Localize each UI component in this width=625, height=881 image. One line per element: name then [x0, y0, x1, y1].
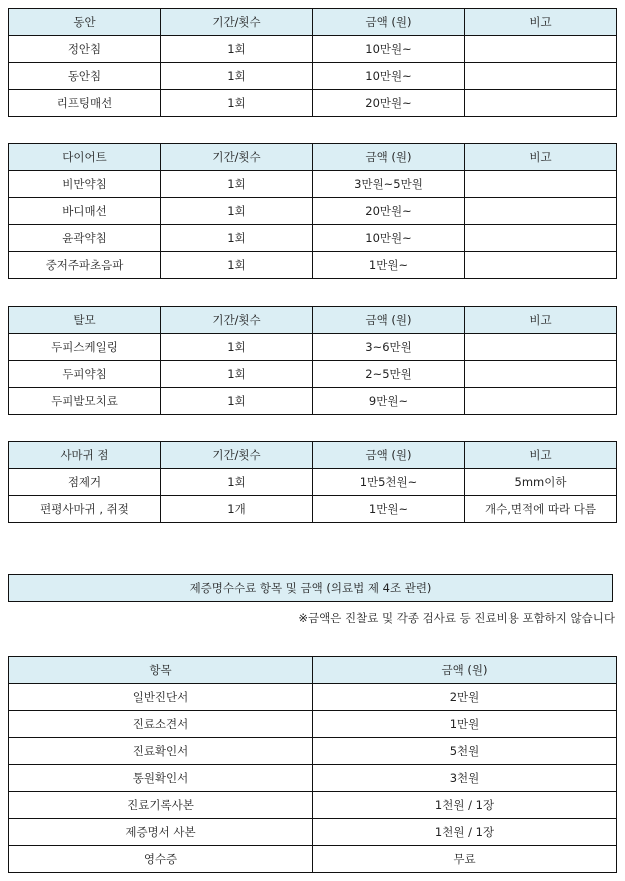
cell-item: 중저주파초음파	[9, 252, 161, 279]
cell-period: 1개	[161, 496, 313, 523]
table-header-row	[9, 307, 617, 334]
fee-table-antiaging	[8, 8, 617, 117]
table-row	[9, 252, 617, 279]
cell-period: 1회	[161, 388, 313, 415]
fee-note: ※금액은 진찰료 및 각종 검사료 등 진료비용 포함하지 않습니다	[298, 611, 615, 625]
fee-table-hairloss	[8, 306, 617, 415]
cell-item: 편평사마귀 , 쥐젖	[9, 496, 161, 523]
table-row	[9, 846, 617, 873]
cell-period: 1회	[161, 198, 313, 225]
header-period: 기간/횟수	[161, 442, 313, 469]
cell-item: 비만약침	[9, 171, 161, 198]
table-row	[9, 198, 617, 225]
header-category: 다이어트	[9, 144, 161, 171]
cell-remarks	[465, 252, 617, 279]
table-row	[9, 63, 617, 90]
cell-item: 윤곽약침	[9, 225, 161, 252]
certificate-fee-banner: 제증명수수료 항목 및 금액 (의료법 제 4조 관련)	[8, 574, 613, 602]
cell-amount: 20만원~	[313, 90, 465, 117]
header-amount: 금액 (원)	[313, 657, 617, 684]
cell-item: 진료소견서	[9, 711, 313, 738]
cell-item: 두피발모치료	[9, 388, 161, 415]
cell-amount: 10만원~	[313, 36, 465, 63]
cell-amount: 10만원~	[313, 225, 465, 252]
header-remarks: 비고	[465, 9, 617, 36]
table-header-row	[9, 9, 617, 36]
cell-remarks: 5mm이하	[465, 469, 617, 496]
fee-table-diet	[8, 143, 617, 279]
cell-amount: 3만원~5만원	[313, 171, 465, 198]
cell-amount: 무료	[313, 846, 617, 873]
cell-amount: 1천원 / 1장	[313, 792, 617, 819]
cell-item: 제증명서 사본	[9, 819, 313, 846]
table-row	[9, 334, 617, 361]
table-row	[9, 496, 617, 523]
cell-amount: 10만원~	[313, 63, 465, 90]
cell-period: 1회	[161, 36, 313, 63]
cell-period: 1회	[161, 252, 313, 279]
cell-remarks	[465, 225, 617, 252]
table-row	[9, 361, 617, 388]
table-row	[9, 711, 617, 738]
table-row	[9, 792, 617, 819]
cell-remarks	[465, 334, 617, 361]
cell-period: 1회	[161, 361, 313, 388]
table-header-row	[9, 657, 617, 684]
cell-period: 1회	[161, 469, 313, 496]
header-remarks: 비고	[465, 144, 617, 171]
cell-remarks	[465, 63, 617, 90]
header-amount: 금액 (원)	[313, 9, 465, 36]
cell-item: 점제거	[9, 469, 161, 496]
cell-amount: 9만원~	[313, 388, 465, 415]
header-period: 기간/횟수	[161, 9, 313, 36]
cell-amount: 1만5천원~	[313, 469, 465, 496]
header-item: 항목	[9, 657, 313, 684]
cell-amount: 1만원	[313, 711, 617, 738]
table-row	[9, 36, 617, 63]
cell-item: 일반진단서	[9, 684, 313, 711]
cell-period: 1회	[161, 63, 313, 90]
cell-remarks	[465, 361, 617, 388]
cell-item: 두피스케일링	[9, 334, 161, 361]
header-period: 기간/횟수	[161, 144, 313, 171]
cell-item: 통원확인서	[9, 765, 313, 792]
cell-remarks	[465, 198, 617, 225]
cell-amount: 5천원	[313, 738, 617, 765]
table-row	[9, 738, 617, 765]
certificate-fee-table	[8, 656, 617, 873]
header-remarks: 비고	[465, 442, 617, 469]
cell-remarks	[465, 388, 617, 415]
cell-amount: 3~6만원	[313, 334, 465, 361]
cell-amount: 1만원~	[313, 496, 465, 523]
cell-remarks: 개수,면적에 따라 다름	[465, 496, 617, 523]
table-header-row	[9, 144, 617, 171]
cell-amount: 1천원 / 1장	[313, 819, 617, 846]
cell-item: 영수증	[9, 846, 313, 873]
cell-item: 정안침	[9, 36, 161, 63]
cell-item: 리프팅매선	[9, 90, 161, 117]
cell-item: 동안침	[9, 63, 161, 90]
table-row	[9, 765, 617, 792]
cell-amount: 2만원	[313, 684, 617, 711]
table-row	[9, 469, 617, 496]
cell-amount: 1만원~	[313, 252, 465, 279]
table-row	[9, 684, 617, 711]
cell-amount: 20만원~	[313, 198, 465, 225]
cell-amount: 3천원	[313, 765, 617, 792]
header-period: 기간/횟수	[161, 307, 313, 334]
cell-item: 진료기록사본	[9, 792, 313, 819]
cell-period: 1회	[161, 334, 313, 361]
header-category: 사마귀 점	[9, 442, 161, 469]
header-amount: 금액 (원)	[313, 307, 465, 334]
cell-item: 두피약침	[9, 361, 161, 388]
cell-item: 진료확인서	[9, 738, 313, 765]
cell-amount: 2~5만원	[313, 361, 465, 388]
header-remarks: 비고	[465, 307, 617, 334]
header-category: 탈모	[9, 307, 161, 334]
header-category: 동안	[9, 9, 161, 36]
table-row	[9, 388, 617, 415]
table-row	[9, 171, 617, 198]
table-row	[9, 90, 617, 117]
table-header-row	[9, 442, 617, 469]
cell-remarks	[465, 90, 617, 117]
cell-period: 1회	[161, 225, 313, 252]
table-row	[9, 225, 617, 252]
cell-remarks	[465, 36, 617, 63]
header-amount: 금액 (원)	[313, 144, 465, 171]
cell-remarks	[465, 171, 617, 198]
table-row	[9, 819, 617, 846]
header-amount: 금액 (원)	[313, 442, 465, 469]
cell-item: 바디매선	[9, 198, 161, 225]
fee-table-wart-mole	[8, 441, 617, 523]
cell-period: 1회	[161, 90, 313, 117]
cell-period: 1회	[161, 171, 313, 198]
